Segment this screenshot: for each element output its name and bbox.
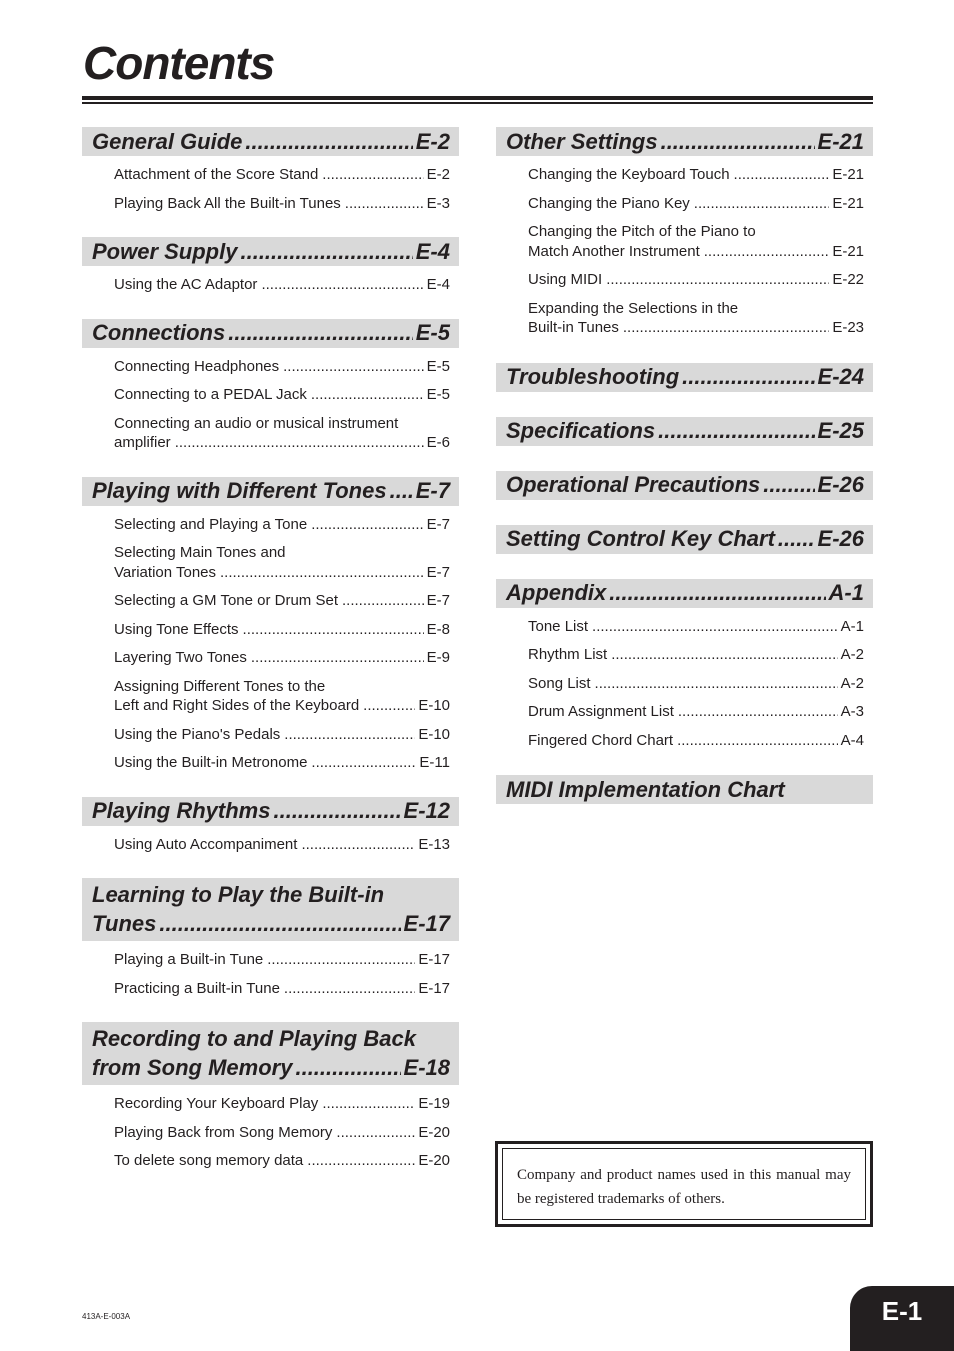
toc-entry[interactable] [114, 950, 450, 970]
page-number-tab: E-1 [850, 1286, 954, 1351]
toc-entry-text: Song List [528, 674, 591, 692]
toc-entry-text: Playing Back All the Built-in Tunes [114, 194, 341, 212]
leader-dots [677, 731, 838, 751]
section-heading[interactable] [82, 477, 459, 506]
toc-entry[interactable] [528, 731, 864, 751]
toc-entry-text: Using Auto Accompaniment [114, 835, 298, 853]
toc-entry[interactable] [114, 1123, 450, 1143]
page-title: Contents [83, 37, 275, 89]
toc-entry[interactable] [114, 648, 450, 668]
leader-dots [295, 1053, 400, 1082]
section-heading-text: Setting Control Key Chart [506, 526, 775, 551]
toc-entry-page: E-22 [832, 271, 864, 288]
toc-entry-row [114, 275, 450, 295]
leader-dots [678, 702, 838, 722]
contents-left-column [82, 127, 459, 1180]
toc-entry-page: E-2 [426, 166, 450, 183]
toc-entry[interactable] [528, 165, 864, 185]
section-heading-page: E-17 [403, 911, 450, 936]
toc-entry-row [114, 648, 450, 668]
leader-dots [609, 580, 825, 606]
leader-dots [261, 275, 423, 295]
toc-entry-first-line: Expanding the Selections in the [528, 299, 739, 317]
leader-dots [284, 725, 415, 745]
toc-entry[interactable] [528, 194, 864, 214]
leader-dots [694, 194, 830, 214]
toc-entry-page: E-3 [426, 194, 450, 212]
toc-entry[interactable] [114, 591, 450, 611]
toc-entry-text: Recording Your Keyboard Play [114, 1095, 319, 1112]
section-entries [82, 941, 459, 998]
section-heading-text: Specifications [506, 418, 656, 443]
toc-entry[interactable] [528, 702, 864, 722]
leader-dots [245, 129, 412, 155]
toc-entry-first-line: Connecting an audio or musical instrument [114, 414, 399, 432]
section-heading-text: Other Settings [506, 128, 658, 154]
section-entries [496, 156, 873, 338]
leader-dots [301, 835, 415, 855]
toc-entry-page: E-23 [832, 319, 864, 336]
toc-entry[interactable] [114, 979, 450, 999]
section-heading[interactable] [496, 525, 873, 554]
section-heading-page: A-1 [828, 580, 864, 605]
toc-entry-page: E-10 [418, 725, 450, 743]
toc-entry[interactable] [114, 414, 450, 453]
section-heading-page: E-24 [817, 364, 864, 389]
section-heading-text: MIDI Implementation Chart [506, 776, 785, 802]
toc-entry-text: Selecting a GM Tone or Drum Set [114, 592, 338, 609]
section-heading-line [92, 320, 450, 346]
section-entries [82, 506, 459, 773]
leader-dots [307, 1151, 415, 1171]
toc-section [82, 797, 459, 855]
toc-entry-row [114, 1094, 450, 1114]
leader-dots [661, 129, 815, 155]
section-heading-page: E-4 [415, 238, 450, 264]
toc-entry-text: Practicing a Built-in Tune [114, 979, 280, 997]
section-entries [82, 348, 459, 453]
toc-section [82, 477, 459, 773]
toc-entry-row [114, 753, 450, 773]
leader-dots [611, 645, 837, 665]
toc-entry-row [528, 270, 864, 290]
leader-dots [623, 318, 829, 338]
toc-entry-text: Using the Built-in Metronome [114, 754, 308, 771]
leader-dots [595, 674, 838, 694]
toc-entry-row [528, 617, 864, 637]
toc-entry-page: E-17 [418, 951, 450, 968]
toc-entry-page: A-2 [840, 674, 864, 692]
toc-entry-row [528, 674, 864, 694]
toc-entry-page: E-21 [832, 242, 864, 260]
section-heading[interactable] [496, 417, 873, 446]
leader-dots [336, 1123, 415, 1143]
toc-entry-row [114, 515, 450, 535]
toc-entry-text: Using MIDI [528, 271, 603, 288]
toc-entry-text: Left and Right Sides of the Keyboard [114, 697, 360, 714]
toc-entry[interactable] [114, 357, 450, 377]
toc-entry-text: Layering Two Tones [114, 649, 247, 666]
trademark-notice-text: Company and product names used in this manual may be registered trademarks of others. [502, 1148, 866, 1220]
toc-entry-page: E-13 [418, 835, 450, 853]
toc-entry[interactable] [114, 1151, 450, 1171]
toc-entry-row [528, 645, 864, 665]
title-rule-thin [82, 102, 873, 104]
section-heading-text: Tunes [92, 911, 157, 936]
section-heading-text: Operational Precautions [506, 472, 761, 497]
toc-entry-row [114, 835, 450, 855]
toc-section [496, 471, 873, 500]
toc-entry-page: E-9 [426, 649, 450, 666]
toc-entry[interactable] [114, 835, 450, 855]
toc-entry[interactable] [114, 620, 450, 640]
section-entries [496, 608, 873, 751]
section-heading-line [92, 478, 450, 504]
section-heading-line [506, 580, 864, 606]
toc-entry-page: A-4 [840, 731, 864, 749]
toc-entry[interactable] [114, 677, 450, 716]
section-heading-page: E-18 [403, 1055, 450, 1080]
toc-entry-page: A-1 [840, 617, 864, 635]
section-heading[interactable] [82, 237, 459, 266]
toc-entry-row [528, 194, 864, 214]
leader-dots [175, 433, 424, 453]
toc-entry-page: E-4 [426, 276, 450, 293]
section-heading[interactable] [82, 1022, 459, 1085]
section-heading-line [506, 777, 864, 803]
toc-entry-first-line: Selecting Main Tones and [114, 544, 286, 561]
section-heading[interactable] [82, 127, 459, 156]
leader-dots [778, 526, 815, 552]
toc-entry-text: Match Another Instrument [528, 242, 700, 260]
toc-entry-row [114, 979, 450, 999]
section-heading-line [506, 364, 864, 390]
toc-entry-first-line: Changing the Pitch of the Piano to [528, 223, 756, 240]
toc-section [82, 878, 459, 998]
leader-dots [592, 617, 838, 637]
toc-entry-page: E-5 [426, 357, 450, 375]
toc-entry[interactable] [114, 543, 450, 582]
toc-entry[interactable] [114, 515, 450, 535]
section-heading-text: Troubleshooting [506, 364, 680, 389]
section-heading-page: E-7 [415, 478, 450, 503]
section-heading-text: Appendix [506, 580, 607, 605]
section-heading[interactable] [496, 579, 873, 608]
leader-dots [251, 648, 424, 668]
toc-entry[interactable] [114, 725, 450, 745]
toc-entry-page: E-21 [832, 166, 864, 183]
section-heading-line [506, 418, 864, 444]
toc-entry-text: Attachment of the Score Stand [114, 166, 319, 183]
toc-entry[interactable] [528, 270, 864, 290]
toc-entry-row [528, 731, 864, 751]
section-heading-line [92, 129, 450, 155]
toc-entry[interactable] [528, 617, 864, 637]
toc-entry-text: Variation Tones [114, 563, 217, 581]
toc-entry-page: E-21 [832, 194, 864, 212]
toc-entry-page: E-7 [426, 515, 450, 533]
section-entries [82, 156, 459, 213]
toc-entry-text: Using Tone Effects [114, 620, 239, 638]
toc-entry[interactable] [528, 645, 864, 665]
section-heading[interactable] [496, 471, 873, 500]
leader-dots [390, 478, 413, 504]
toc-entry-row [114, 950, 450, 970]
toc-entry[interactable] [114, 165, 450, 185]
section-heading-line [92, 1053, 450, 1082]
toc-section [496, 579, 873, 751]
toc-entry-page: E-10 [418, 697, 450, 714]
toc-entry-text: Fingered Chord Chart [528, 731, 674, 749]
toc-entry[interactable] [114, 1094, 450, 1114]
toc-entry-row [528, 702, 864, 722]
toc-entry[interactable] [114, 275, 450, 295]
toc-entry-text: Tone List [528, 617, 589, 635]
leader-dots [682, 364, 814, 390]
toc-entry-row [114, 591, 450, 611]
toc-entry-row [114, 165, 450, 185]
toc-entry-page: E-20 [418, 1123, 450, 1141]
toc-entry[interactable] [114, 753, 450, 773]
toc-entry-row [114, 385, 450, 405]
toc-section [496, 363, 873, 392]
toc-entry-text: To delete song memory data [114, 1152, 304, 1169]
toc-entry-row [114, 194, 450, 214]
section-heading[interactable] [82, 878, 459, 941]
toc-entry-text: Using the AC Adaptor [114, 276, 258, 293]
toc-entry-row [528, 318, 864, 338]
leader-dots [220, 563, 424, 583]
section-heading-page: E-2 [415, 128, 450, 154]
toc-entry-text: Drum Assignment List [528, 703, 674, 720]
section-heading[interactable] [496, 127, 873, 156]
toc-entry[interactable] [114, 385, 450, 405]
section-heading-text: Playing with Different Tones [92, 478, 387, 503]
section-heading-line [92, 909, 450, 938]
leader-dots [284, 979, 415, 999]
toc-entry-page: A-3 [840, 703, 864, 720]
toc-section [496, 127, 873, 338]
toc-entry-text: Connecting to a PEDAL Jack [114, 386, 307, 403]
section-heading[interactable] [496, 363, 873, 392]
section-heading-line [92, 239, 450, 265]
section-heading-text: Learning to Play the Built-in [92, 882, 385, 907]
toc-entry-row [114, 1123, 450, 1143]
toc-section [82, 319, 459, 453]
toc-entry-row [114, 1151, 450, 1171]
toc-entry-row [528, 242, 864, 262]
section-heading[interactable] [82, 319, 459, 348]
toc-entry-text: Selecting and Playing a Tone [114, 515, 308, 533]
toc-entry-row [114, 725, 450, 745]
toc-entry-page: E-8 [426, 620, 450, 638]
leader-dots [363, 696, 415, 716]
toc-entry-text: Changing the Keyboard Touch [528, 166, 730, 183]
leader-dots [311, 753, 416, 773]
section-entries [82, 826, 459, 855]
section-heading-line [92, 798, 450, 824]
toc-entry-text: Changing the Piano Key [528, 194, 690, 212]
section-heading-page: E-26 [817, 526, 864, 551]
toc-entry-row [114, 563, 450, 583]
toc-entry-page: E-7 [426, 592, 450, 609]
toc-entry-page: E-6 [426, 434, 450, 451]
section-entries [82, 266, 459, 295]
section-heading[interactable] [496, 775, 873, 804]
section-heading-page: E-5 [415, 320, 450, 345]
section-heading-text: from Song Memory [92, 1055, 293, 1080]
leader-dots [734, 165, 830, 185]
leader-dots [763, 472, 814, 498]
leader-dots [606, 270, 829, 290]
leader-dots [342, 591, 424, 611]
leader-dots [243, 620, 424, 640]
section-heading-text: Recording to and Playing Back [92, 1026, 416, 1051]
toc-entry-first-line: Assigning Different Tones to the [114, 677, 326, 695]
leader-dots [240, 239, 412, 265]
toc-entry-page: E-5 [426, 386, 450, 403]
toc-entry-page: E-17 [418, 979, 450, 997]
toc-entry-row [114, 620, 450, 640]
toc-section [496, 775, 873, 804]
toc-entry-text: Using the Piano's Pedals [114, 725, 281, 743]
section-heading-page: E-25 [817, 418, 864, 443]
toc-section [82, 237, 459, 295]
leader-dots [273, 798, 400, 824]
section-heading-page: E-21 [817, 128, 864, 154]
leader-dots [322, 165, 423, 185]
leader-dots [322, 1094, 415, 1114]
section-heading-line [92, 1024, 450, 1053]
toc-entry[interactable] [114, 194, 450, 214]
toc-entry-row [114, 696, 450, 716]
section-heading-line [506, 472, 864, 498]
document-code: 413A-E-003A [82, 1312, 131, 1321]
leader-dots [283, 357, 424, 377]
toc-entry[interactable] [528, 222, 864, 261]
toc-entry-page: E-7 [426, 563, 450, 581]
toc-entry-page: E-11 [419, 754, 450, 771]
toc-section [82, 1022, 459, 1171]
contents-right-column [496, 127, 873, 804]
toc-entry-page: A-2 [840, 646, 864, 663]
toc-entry-text: amplifier [114, 434, 171, 451]
section-heading[interactable] [82, 797, 459, 826]
toc-entry[interactable] [528, 674, 864, 694]
leader-dots [345, 194, 424, 214]
toc-entry-text: Rhythm List [528, 646, 608, 663]
toc-entry-row [528, 165, 864, 185]
toc-entry-text: Playing a Built-in Tune [114, 951, 264, 968]
section-heading-text: General Guide [92, 128, 243, 154]
trademark-notice-box [495, 1141, 873, 1227]
leader-dots [704, 242, 830, 262]
section-entries [82, 1085, 459, 1171]
section-heading-text: Connections [92, 320, 226, 345]
toc-entry-text: Connecting Headphones [114, 357, 280, 375]
section-heading-line [506, 526, 864, 552]
leader-dots [228, 320, 413, 346]
section-heading-line [506, 129, 864, 155]
toc-entry-page: E-20 [418, 1152, 450, 1169]
leader-dots [267, 950, 415, 970]
toc-section [82, 127, 459, 213]
toc-entry-text: Playing Back from Song Memory [114, 1123, 333, 1141]
toc-entry-row [114, 357, 450, 377]
toc-entry-row [114, 433, 450, 453]
title-rule-thick [82, 96, 873, 100]
leader-dots [658, 418, 814, 444]
leader-dots [311, 515, 423, 535]
section-heading-page: E-12 [403, 798, 450, 823]
toc-entry[interactable] [528, 299, 864, 338]
section-heading-page: E-26 [817, 472, 864, 497]
toc-section [496, 525, 873, 554]
leader-dots [159, 909, 400, 938]
section-heading-line [92, 880, 450, 909]
leader-dots [311, 385, 424, 405]
toc-entry-page: E-19 [418, 1095, 450, 1112]
toc-section [496, 417, 873, 446]
section-heading-text: Playing Rhythms [92, 798, 271, 823]
toc-entry-text: Built-in Tunes [528, 319, 619, 336]
section-heading-text: Power Supply [92, 238, 238, 264]
